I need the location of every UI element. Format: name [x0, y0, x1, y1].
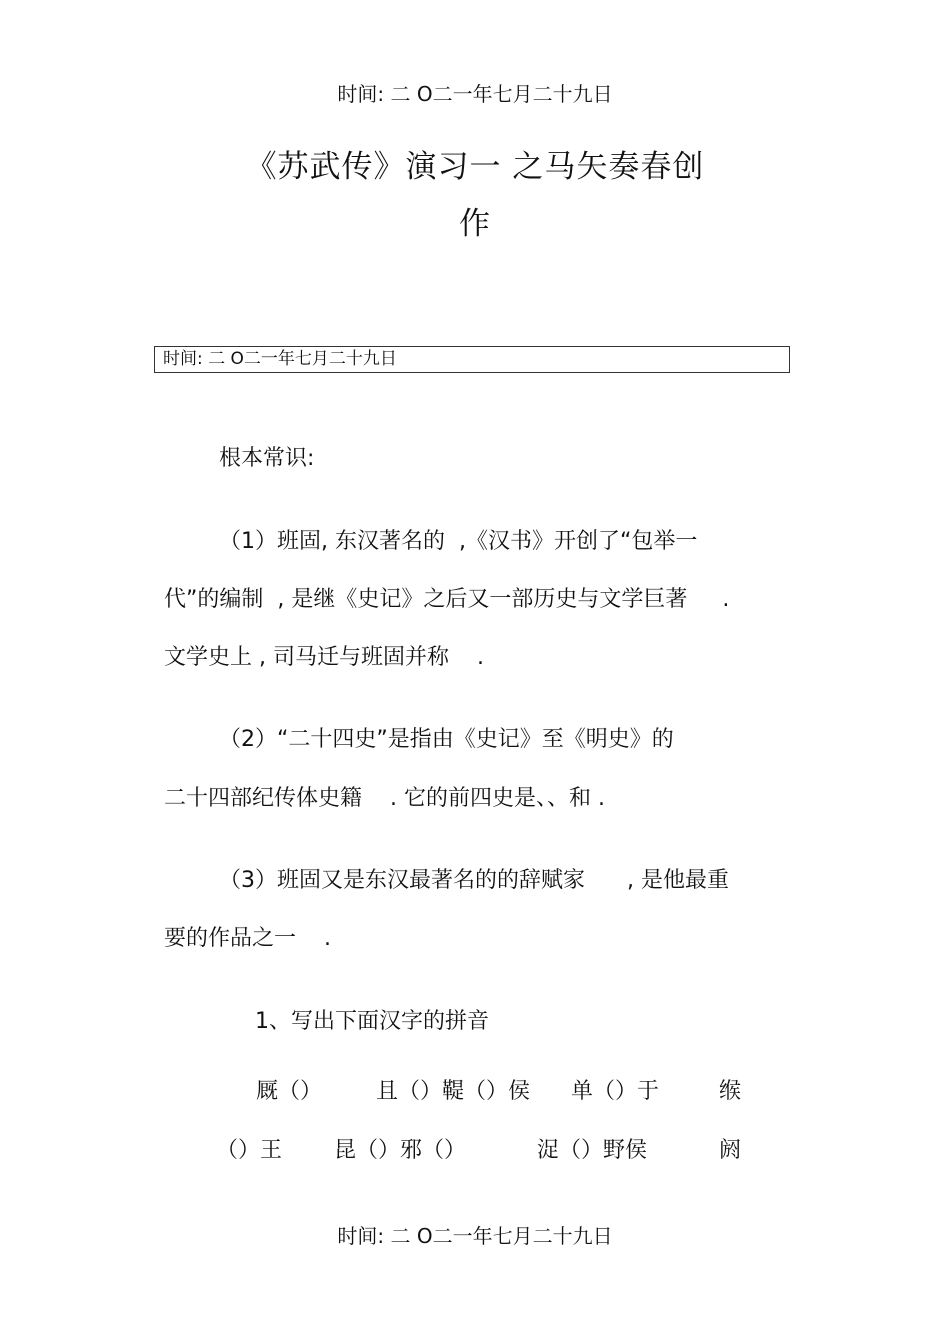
item2-line1: （2）“二十四史”是指由《史记》至《明史》的	[219, 727, 674, 752]
pinyin-row1-cell2: 且（）鞮（）侯	[376, 1079, 531, 1104]
item3-line2: 要的作品之一 .	[164, 926, 331, 951]
pinyin-row2-cell2: 昆（）邪（）	[334, 1138, 467, 1163]
item1-line1: （1）班固, 东汉著名的 ,《汉书》开创了“包举一	[219, 529, 698, 554]
document-title-line-1: 《苏武传》演习一 之马矢奏春创	[245, 149, 705, 185]
pinyin-row2-cell4: 阏	[719, 1138, 742, 1163]
page-footer-date: 时间: 二 O二一年七月二十九日	[337, 1224, 613, 1248]
item2-line2: 二十四部纪传体史籍 . 它的前四史是、、和 .	[164, 786, 605, 811]
page-header-date: 时间: 二 O二一年七月二十九日	[337, 82, 613, 106]
pinyin-row2-cell3: 浞（）野侯	[537, 1138, 648, 1163]
item1-line3: 文学史上 , 司马迁与班固并称 .	[164, 645, 484, 670]
item3-line1: （3）班固又是东汉最著名的的辞赋家 , 是他最重	[219, 868, 729, 893]
pinyin-row2-cell1: （）王	[216, 1138, 283, 1163]
exercise1-heading: 1、写出下面汉字的拼音	[255, 1009, 489, 1034]
basics-heading: 根本常识:	[219, 446, 315, 471]
pinyin-row1-cell3: 单（）于	[571, 1079, 660, 1104]
boxed-date-field: 时间: 二 O二一年七月二十九日	[154, 346, 790, 373]
document-title-line-2: 作	[459, 206, 491, 242]
item1-line2: 代”的编制 , 是继《史记》之后又一部历史与文学巨著 .	[164, 587, 730, 612]
pinyin-row1-cell1: 厩（）	[256, 1079, 323, 1104]
pinyin-row1-cell4: 缑	[719, 1079, 742, 1104]
